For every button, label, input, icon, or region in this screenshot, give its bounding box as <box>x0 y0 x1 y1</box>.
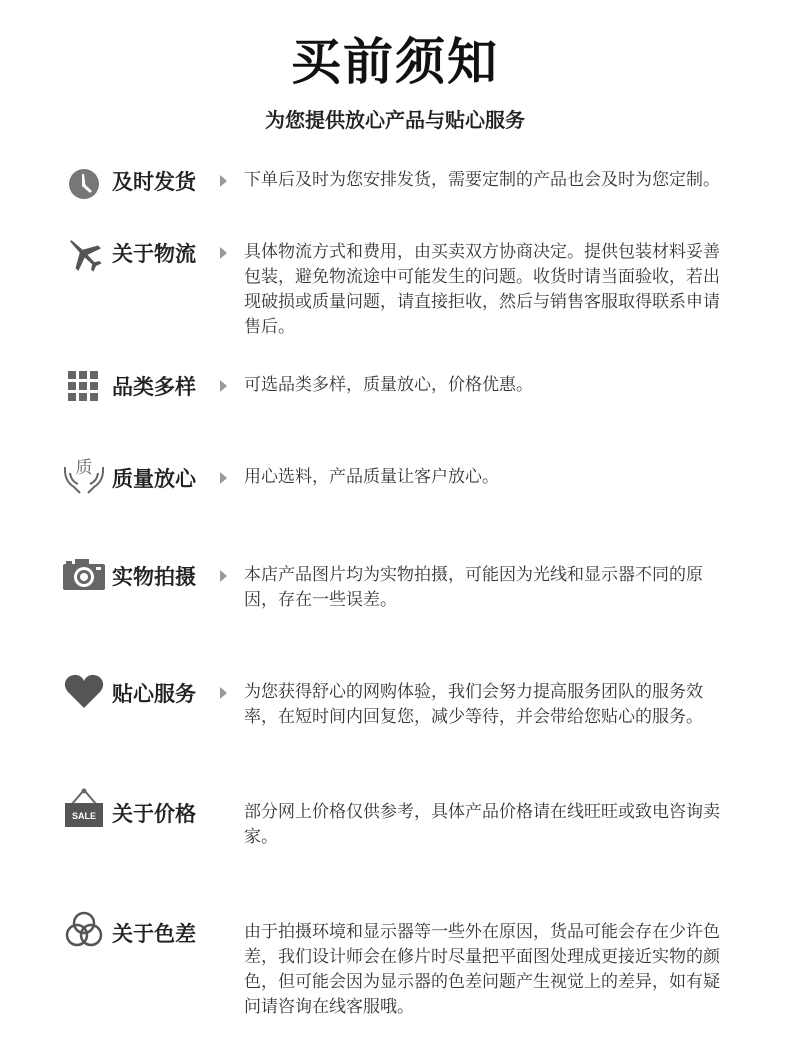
item-text: 为您获得舒心的网购体验，我们会努力提高服务团队的服务效率，在短时间内回复您，减少等待，并会带给您贴心的服务。 <box>244 682 703 727</box>
heart-icon <box>62 672 106 712</box>
item-label: 贴心服务 <box>112 682 196 706</box>
arrow-right-icon <box>220 380 227 392</box>
item-text: 本店产品图片均为实物拍摄，可能因为光线和显示器不同的原因，存在一些误差。 <box>244 565 703 610</box>
item-label: 实物拍摄 <box>112 565 196 589</box>
item-label: 关于价格 <box>112 802 196 826</box>
item-label: 关于色差 <box>112 922 196 946</box>
item-text: 可选品类多样，质量放心，价格优惠。 <box>244 375 533 395</box>
camera-icon <box>62 555 106 595</box>
clock-icon <box>62 164 106 204</box>
sale-sign-icon <box>62 788 106 832</box>
arrow-right-icon <box>220 570 227 582</box>
item-label: 及时发货 <box>112 170 196 194</box>
quality-hands-icon <box>62 451 106 497</box>
item-text: 下单后及时为您安排发货，需要定制的产品也会及时为您定制。 <box>244 170 720 190</box>
item-text: 由于拍摄环境和显示器等一些外在原因，货品可能会存在少许色差，我们设计师会在修片时尽量把平面图处理成更接近实物的颜色，但可能会因为显示器的色差问题产生视觉上的差异，如有疑问请咨询在线客服哦。 <box>244 922 720 1017</box>
item-label: 关于物流 <box>112 242 196 266</box>
page-subtitle: 为您提供放心产品与贴心服务 <box>265 108 525 132</box>
grid-icon <box>62 367 106 407</box>
arrow-right-icon <box>220 247 227 259</box>
arrow-right-icon <box>220 687 227 699</box>
item-label: 品类多样 <box>112 375 196 399</box>
airplane-icon <box>62 234 106 274</box>
arrow-right-icon <box>220 472 227 484</box>
item-text: 具体物流方式和费用，由买卖双方协商决定。提供包装材料妥善包装，避免物流途中可能发生的问题。收货时请当面验收，若出现破损或质量问题，请直接拒收，然后与销售客服取得联系申请售后。 <box>244 242 720 337</box>
color-circles-icon <box>62 910 106 950</box>
item-text: 部分网上价格仅供参考，具体产品价格请在线旺旺或致电咨询卖家。 <box>244 802 720 847</box>
item-label: 质量放心 <box>112 467 196 491</box>
item-text: 用心选料，产品质量让客户放心。 <box>244 467 499 487</box>
sale-icon-text: SALE <box>71 811 97 821</box>
quality-icon-text: 质 <box>75 458 93 478</box>
page-title: 买前须知 <box>291 33 499 91</box>
arrow-right-icon <box>220 175 227 187</box>
